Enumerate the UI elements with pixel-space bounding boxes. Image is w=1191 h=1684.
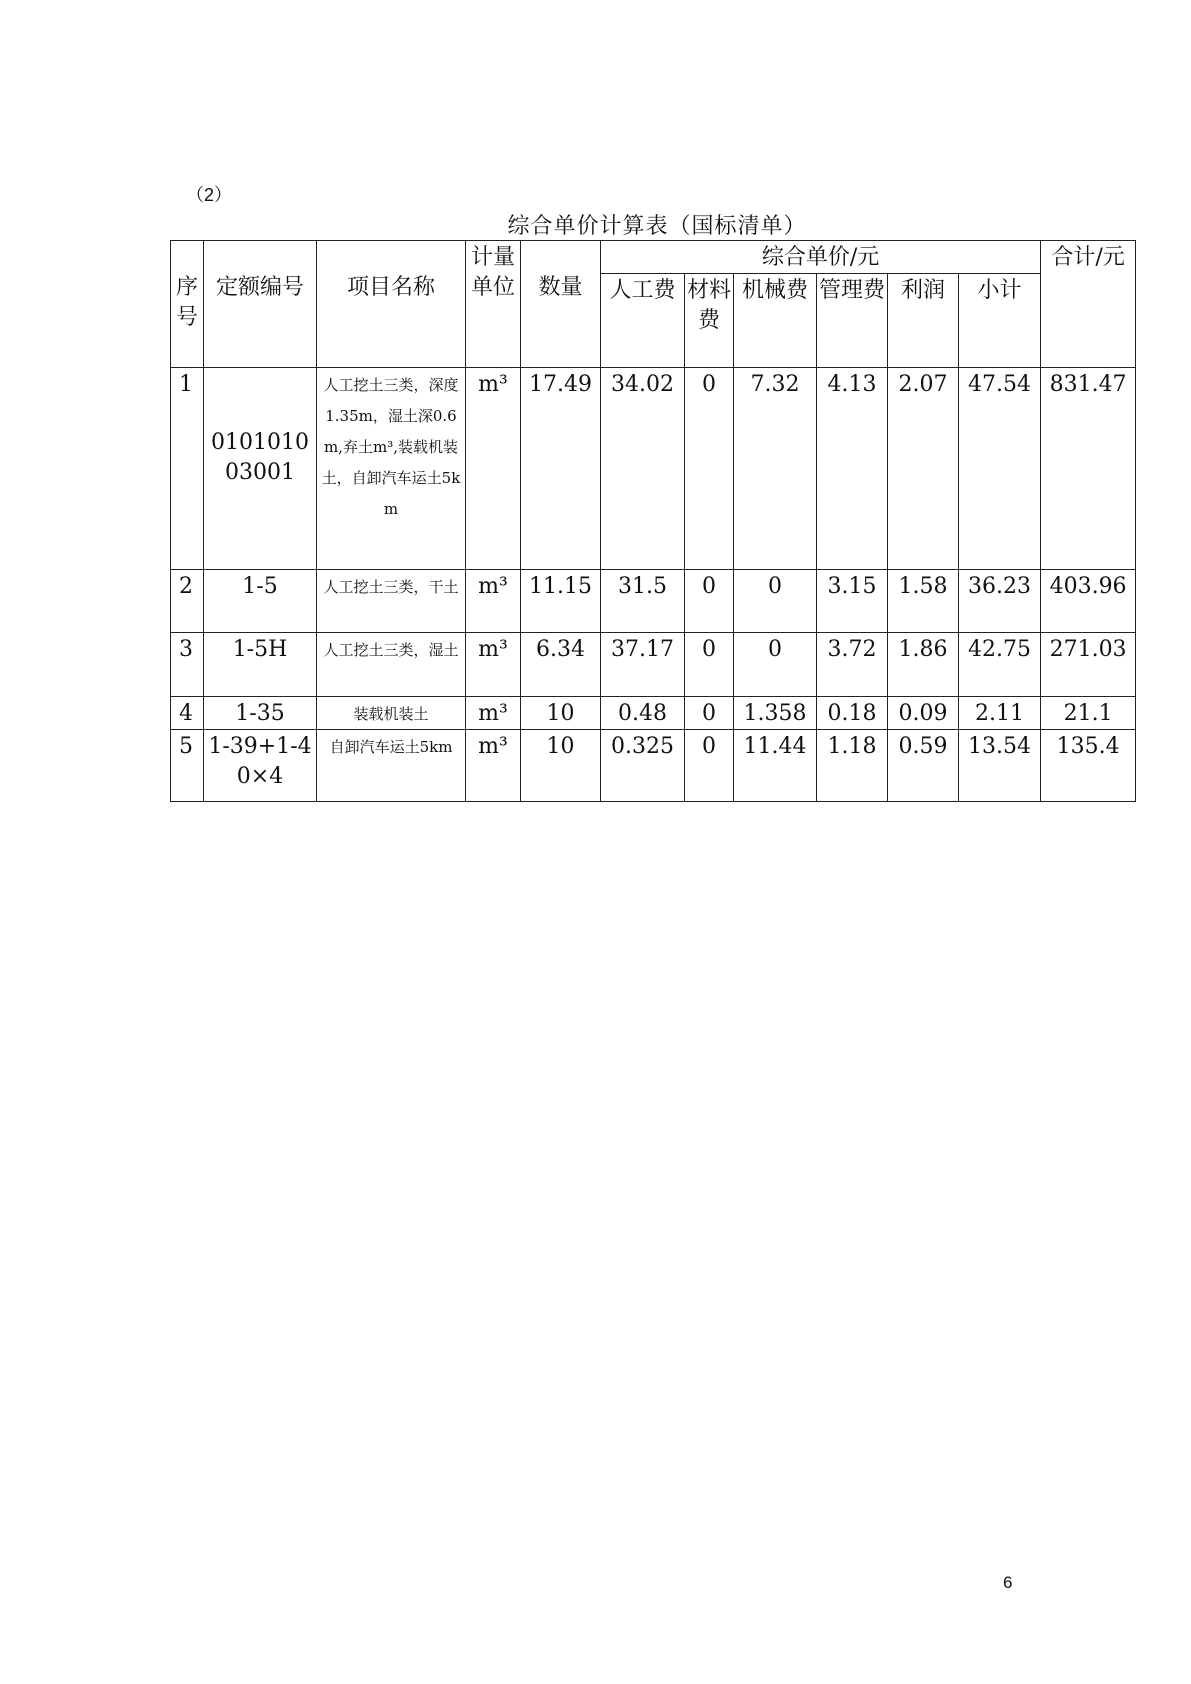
cell-unit: m³ — [466, 697, 521, 730]
cell-machine: 7.32 — [734, 368, 817, 570]
cell-seq: 4 — [171, 697, 204, 730]
cell-quantity: 10 — [521, 730, 601, 802]
cell-profit: 1.86 — [888, 633, 959, 697]
header-unit: 计量单位 — [466, 241, 521, 368]
header-name: 项目名称 — [317, 241, 466, 368]
page-number: 6 — [1003, 1573, 1013, 1592]
cell-profit: 0.59 — [888, 730, 959, 802]
code-text: 010101003001 — [211, 430, 309, 485]
cell-name: 人工挖土三类，干土 — [317, 570, 466, 633]
cell-machine: 1.358 — [734, 697, 817, 730]
cell-subtotal: 13.54 — [959, 730, 1041, 802]
cell-unit: m³ — [466, 633, 521, 697]
table-title: 综合单价计算表（国标清单） — [507, 214, 807, 239]
cell-labor: 34.02 — [601, 368, 685, 570]
cell-material: 0 — [685, 730, 734, 802]
cell-management: 4.13 — [817, 368, 888, 570]
header-unit-price-group: 综合单价/元 — [601, 241, 1041, 274]
header-machine: 机械费 — [734, 274, 817, 368]
cell-unit: m³ — [466, 570, 521, 633]
cell-management: 1.18 — [817, 730, 888, 802]
header-management: 管理费 — [817, 274, 888, 368]
cell-quantity: 10 — [521, 697, 601, 730]
cell-material: 0 — [685, 368, 734, 570]
table-row — [171, 570, 1136, 633]
cell-code: 1-5 — [204, 570, 317, 633]
cell-material: 0 — [685, 633, 734, 697]
cell-labor: 37.17 — [601, 633, 685, 697]
header-profit: 利润 — [888, 274, 959, 368]
cell-unit: m³ — [466, 368, 521, 570]
header-total: 合计/元 — [1041, 241, 1136, 368]
cell-subtotal: 42.75 — [959, 633, 1041, 697]
cell-labor: 31.5 — [601, 570, 685, 633]
table-row — [171, 730, 1136, 802]
header-seq: 序号 — [171, 241, 204, 368]
cell-labor: 0.48 — [601, 697, 685, 730]
header-labor: 人工费 — [601, 274, 685, 368]
cell-profit: 1.58 — [888, 570, 959, 633]
cell-subtotal: 2.11 — [959, 697, 1041, 730]
cell-total: 271.03 — [1041, 633, 1136, 697]
cell-machine: 0 — [734, 633, 817, 697]
cell-seq: 2 — [171, 570, 204, 633]
cell-total: 831.47 — [1041, 368, 1136, 570]
cell-total: 403.96 — [1041, 570, 1136, 633]
cell-name: 人工挖土三类，湿土 — [317, 633, 466, 697]
cell-seq: 5 — [171, 730, 204, 802]
header-subtotal: 小计 — [959, 274, 1041, 368]
unit-price-table — [170, 240, 1136, 802]
cell-code: 1-39+1-40×4 — [204, 730, 317, 802]
table-row — [171, 368, 1136, 570]
cell-material: 0 — [685, 570, 734, 633]
header-quantity: 数量 — [521, 241, 601, 368]
cell-seq: 3 — [171, 633, 204, 697]
cell-code: 1-5H — [204, 633, 317, 697]
cell-management: 0.18 — [817, 697, 888, 730]
cell-name: 人工挖土三类，深度1.35m，湿土深0.6m,弃土m³,装载机装土，自卸汽车运土5km — [317, 368, 466, 570]
cell-total: 21.1 — [1041, 697, 1136, 730]
section-label: （2） — [186, 185, 233, 205]
cell-profit: 0.09 — [888, 697, 959, 730]
cell-subtotal: 47.54 — [959, 368, 1041, 570]
cell-unit: m³ — [466, 730, 521, 802]
cell-code: 1-35 — [204, 697, 317, 730]
cell-seq: 1 — [171, 368, 204, 570]
cell-profit: 2.07 — [888, 368, 959, 570]
table-row — [171, 633, 1136, 697]
table-row — [171, 697, 1136, 730]
cell-quantity: 6.34 — [521, 633, 601, 697]
header-material: 材料费 — [685, 274, 734, 368]
cell-material: 0 — [685, 697, 734, 730]
cell-name: 装载机装土 — [317, 697, 466, 730]
cell-name: 自卸汽车运土5km — [317, 730, 466, 802]
cell-management: 3.72 — [817, 633, 888, 697]
cell-labor: 0.325 — [601, 730, 685, 802]
cell-machine: 0 — [734, 570, 817, 633]
header-row-1 — [171, 241, 1136, 274]
cell-quantity: 11.15 — [521, 570, 601, 633]
cell-machine: 11.44 — [734, 730, 817, 802]
cell-code — [204, 368, 317, 570]
cell-subtotal: 36.23 — [959, 570, 1041, 633]
cell-quantity: 17.49 — [521, 368, 601, 570]
cell-management: 3.15 — [817, 570, 888, 633]
cell-total: 135.4 — [1041, 730, 1136, 802]
header-code: 定额编号 — [204, 241, 317, 368]
